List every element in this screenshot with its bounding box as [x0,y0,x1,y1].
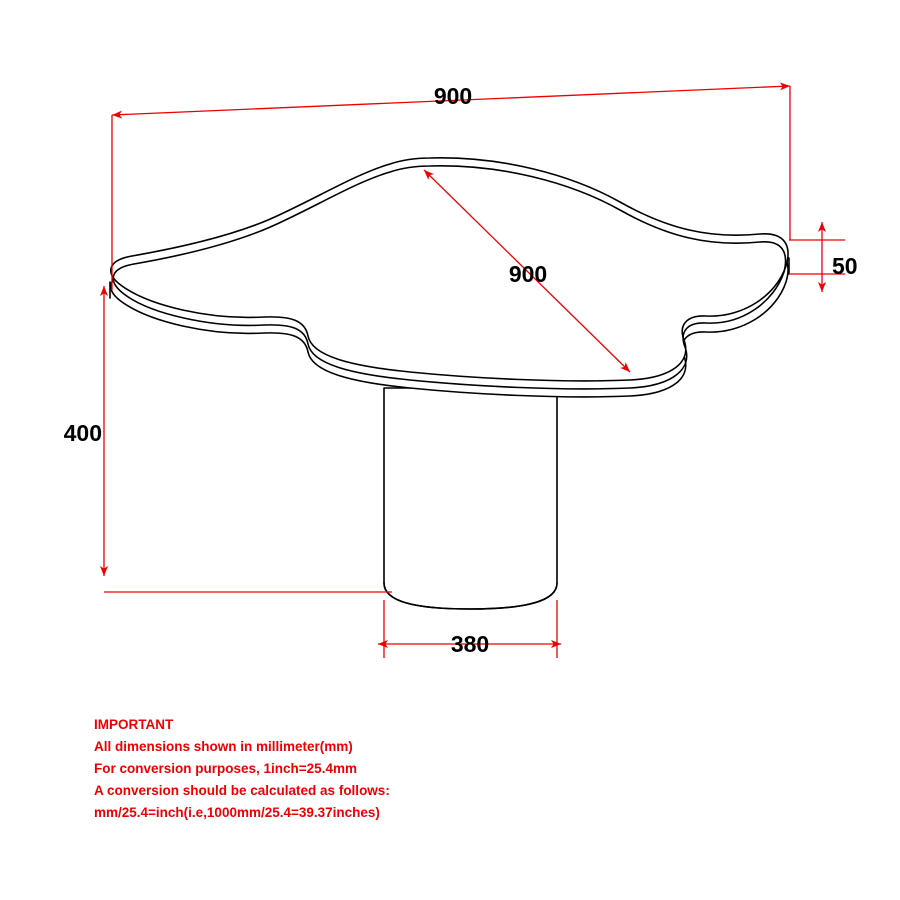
important-notes [94,717,390,820]
pedestal-base [384,388,557,609]
notes-line-3: A conversion should be calculated as follows: [94,783,390,798]
notes-heading: IMPORTANT [94,717,174,732]
notes-line-4: mm/25.4=inch(i.e,1000mm/25.4=39.37inches) [94,805,380,820]
dimension-label-diagonal-depth: 900 [508,261,548,287]
dimension-label-top-width: 900 [433,83,473,109]
dimension-top-thickness [789,222,858,292]
table-illustration [110,158,789,609]
dimension-label-overall-height: 400 [63,420,102,446]
dimension-label-base-diameter: 380 [450,631,490,657]
notes-line-2: For conversion purposes, 1inch=25.4mm [94,761,357,776]
table-top [110,158,789,397]
dimension-label-top-thickness: 50 [832,253,858,279]
notes-line-1: All dimensions shown in millimeter(mm) [94,739,353,754]
